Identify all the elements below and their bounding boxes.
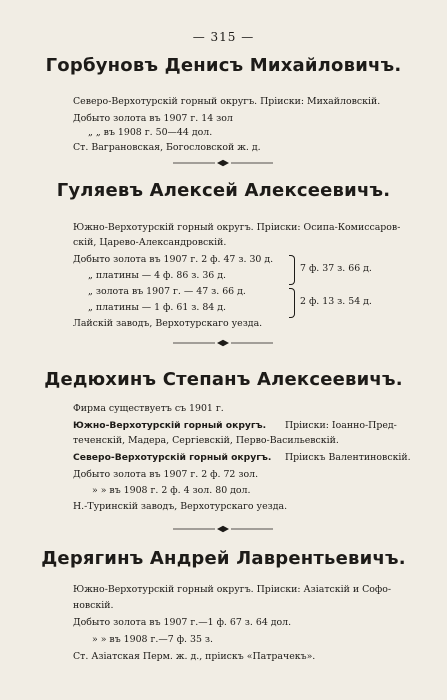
entry-line: » » въ 1908 г.—7 ф. 35 з. — [92, 634, 214, 645]
entry-line: Н.-Туринскій заводъ, Верхотурскаго уезда. — [73, 501, 288, 512]
ornament-divider — [173, 525, 273, 533]
entry-line: „ золота въ 1907 г. — 47 з. 66 д. — [88, 286, 246, 297]
entry-line: „ платины — 4 ф. 86 з. 36 д. — [88, 270, 226, 281]
entry-line: Добыто золота въ 1907 г. 14 зол — [73, 113, 233, 124]
brace — [289, 288, 295, 318]
entry-line: Лайскій заводъ, Верхотурскаго уезда. — [73, 318, 263, 329]
entry-line: Южно-Верхотурскій горный округъ. — [73, 420, 267, 431]
entry-name: Дедюхинъ Степанъ Алексеевичъ. — [44, 369, 403, 390]
ornament-divider — [173, 159, 273, 167]
entry-line: Северо-Верхотурскій горный округъ. — [73, 452, 272, 463]
entry-line: новскій. — [73, 600, 114, 611]
entry-line: Пріискъ Валентиновскій. — [285, 452, 411, 463]
entry-line: „ „ въ 1908 г. 50—44 дол. — [88, 127, 213, 138]
ornament-divider — [173, 339, 273, 347]
entry-name: Горбуновъ Денисъ Михайловичъ. — [45, 55, 402, 76]
page-number: — 315 — — [192, 30, 255, 44]
entry-line: Ст. Азіатская Перм. ж. д., пріискъ «Патрачекъ». — [73, 651, 316, 662]
entry-line: Южно-Верхотурскій горный округъ. Пріиски: Азіатскій и Софо- — [73, 584, 392, 595]
brace-total: 7 ф. 37 з. 66 д. — [300, 263, 372, 274]
entry-line: Пріиски: Іоанно-Пред- — [285, 420, 397, 431]
brace-total: 2 ф. 13 з. 54 д. — [300, 296, 372, 307]
entry-line: Фирма существуетъ съ 1901 г. — [73, 403, 224, 414]
entry-line: скій, Царево-Александровскій. — [73, 237, 227, 248]
entry-line: » » въ 1908 г. 2 ф. 4 зол. 80 дол. — [92, 485, 251, 496]
entry-line: теченскій, Мадера, Сергіевскій, Перво-Васильевскій. — [73, 435, 339, 446]
entry-line: Добыто золота въ 1907 г.—1 ф. 67 з. 64 дол. — [73, 617, 292, 628]
entry-name: Гуляевъ Алексей Алексеевичъ. — [56, 180, 391, 201]
entry-line: „ платины — 1 ф. 61 з. 84 д. — [88, 302, 226, 313]
entry-line: Северо-Верхотурскій горный округъ. Пріиски: Михайловскій. — [73, 96, 381, 107]
entry-line: Южно-Верхотурскій горный округъ. Пріиски: Осипа-Комиссаров- — [73, 222, 401, 233]
entry-line: Ст. Ваграновская, Богословской ж. д. — [73, 142, 261, 153]
entry-line: Добыто золота въ 1907 г. 2 ф. 47 з. 30 д. — [73, 254, 274, 265]
brace — [289, 255, 295, 285]
entry-name: Дерягинъ Андрей Лаврентьевичъ. — [41, 548, 406, 569]
entry-line: Добыто золота въ 1907 г. 2 ф. 72 зол. — [73, 469, 259, 480]
